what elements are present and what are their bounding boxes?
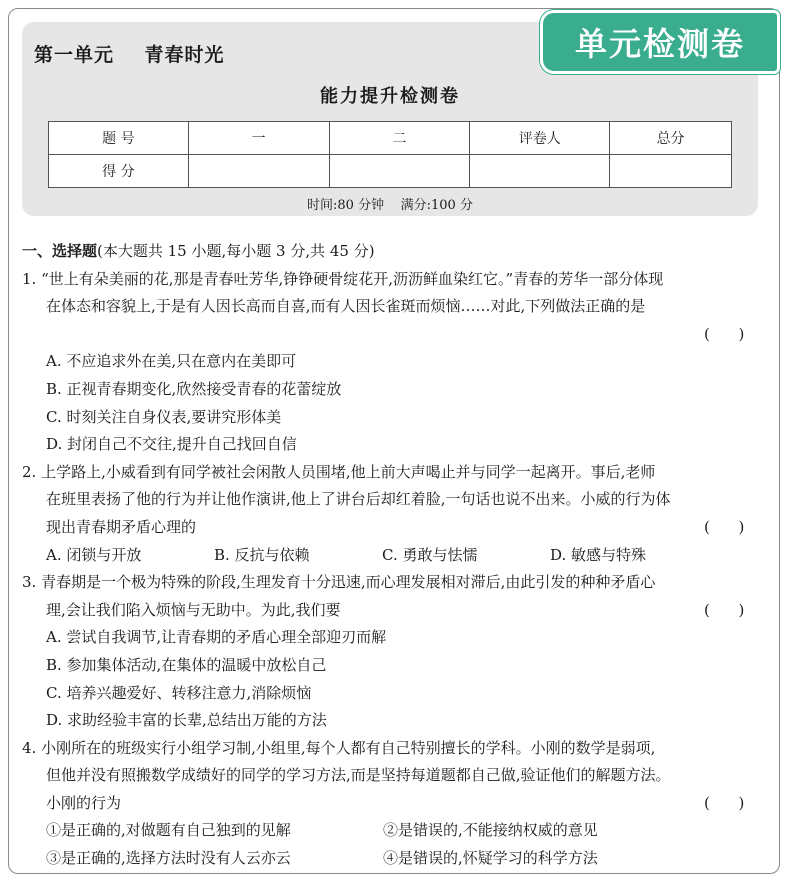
header-cell-part-two: 二 bbox=[329, 122, 470, 155]
section-heading bbox=[22, 238, 762, 266]
question-2-option-d: D. 敏感与特殊 bbox=[550, 545, 647, 564]
question-2-option-b: B. 反抗与依赖 bbox=[214, 545, 310, 564]
question-4-options-row-1 bbox=[22, 817, 762, 845]
question-4-option-4: ④是错误的,怀疑学习的科学方法 bbox=[383, 849, 598, 868]
unit-title: 第一单元 青春时光 bbox=[34, 44, 225, 66]
question-3-option-c: C. 培养兴趣爱好、转移注意力,消除烦恼 bbox=[46, 683, 312, 702]
header-cell-question-number: 题 号 bbox=[49, 122, 189, 155]
answer-blank[interactable]: ( ) bbox=[704, 517, 745, 536]
question-1-option-b: B. 正视青春期变化,欣然接受青春的花蕾绽放 bbox=[46, 379, 342, 398]
score-table bbox=[48, 121, 732, 188]
question-1-option-a: A. 不应追求外在美,只在意内在美即可 bbox=[46, 352, 297, 371]
question-1-line-1: 1. “世上有朵美丽的花,那是青春吐芳华,铮铮硬骨绽花开,沥沥鲜血染红它。”青春的芳华一部分体现 bbox=[22, 269, 664, 288]
question-2-options bbox=[22, 542, 762, 570]
question-3-line-1: 3. 青春期是一个极为特殊的阶段,生理发育十分迅速,而心理发展相对滞后,由此引发的种种矛盾心 bbox=[22, 573, 656, 592]
question-2-line-1: 2. 上学路上,小威看到有同学被社会闲散人员围堵,他上前大声喝止并与同学一起离开。事后,老师 bbox=[22, 462, 656, 481]
score-cell-total[interactable] bbox=[610, 155, 732, 188]
score-cell-part-one[interactable] bbox=[188, 155, 329, 188]
question-2-line-2: 在班里表扬了他的行为并让他作演讲,他上了讲台后却红着脸,一句话也说不出来。小威的行为体 bbox=[46, 490, 671, 509]
question-1-option-c: C. 时刻关注自身仪表,要讲究形体美 bbox=[46, 407, 282, 426]
question-2-option-c: C. 勇敢与怯懦 bbox=[382, 545, 478, 564]
question-1-option-d: D. 封闭自己不交往,提升自己找回自信 bbox=[46, 435, 297, 454]
header-cell-part-one: 一 bbox=[188, 122, 329, 155]
score-table-score-row bbox=[49, 155, 732, 188]
question-4-option-2: ②是错误的,不能接纳权威的意见 bbox=[383, 821, 598, 840]
answer-blank[interactable]: ( ) bbox=[704, 600, 745, 619]
question-2-line-3-text: 现出青春期矛盾心理的 bbox=[46, 517, 197, 536]
question-3-option-b: B. 参加集体活动,在集体的温暖中放松自己 bbox=[46, 655, 327, 674]
question-3-line-2 bbox=[22, 597, 762, 625]
question-4-option-3: ③是正确的,选择方法时没有人云亦云 bbox=[46, 849, 291, 868]
exam-title: 能力提升检测卷 bbox=[320, 86, 460, 107]
score-table-header-row bbox=[49, 122, 732, 155]
question-4-line-3 bbox=[22, 790, 762, 818]
question-2-option-a: A. 闭锁与开放 bbox=[46, 545, 142, 564]
time-info: 时间:80 分钟 满分:100 分 bbox=[307, 198, 473, 213]
score-cell-grader[interactable] bbox=[470, 155, 610, 188]
unit-test-badge: 单元检测卷 bbox=[540, 10, 780, 74]
question-1-line-2: 在体态和容貌上,于是有人因长高而自喜,而有人因长雀斑而烦恼……对此,下列做法正确的是 bbox=[46, 297, 646, 316]
question-2-line-3 bbox=[22, 514, 762, 542]
question-4-options-row-2 bbox=[22, 845, 762, 873]
question-4-line-1: 4. 小刚所在的班级实行小组学习制,小组里,每个人都有自己特别擅长的学科。小刚的数学是弱项, bbox=[22, 738, 656, 757]
score-cell-part-two[interactable] bbox=[329, 155, 470, 188]
question-3-line-2-text: 理,会让我们陷入烦恼与无助中。为此,我们要 bbox=[46, 600, 341, 619]
question-4-line-3-text: 小刚的行为 bbox=[46, 793, 122, 812]
section-title: 一、选择题 bbox=[22, 242, 98, 260]
question-3-option-a: A. 尝试自我调节,让青春期的矛盾心理全部迎刃而解 bbox=[46, 628, 387, 647]
section-note: (本大题共 15 小题,每小题 3 分,共 45 分) bbox=[97, 242, 375, 260]
question-3-option-d: D. 求助经验丰富的长辈,总结出万能的方法 bbox=[46, 711, 327, 730]
question-content bbox=[22, 238, 762, 873]
header-cell-grader: 评卷人 bbox=[470, 122, 610, 155]
score-row-label: 得 分 bbox=[49, 155, 189, 188]
question-1-answer-row bbox=[22, 321, 762, 349]
answer-blank[interactable]: ( ) bbox=[704, 793, 745, 812]
question-4-option-1: ①是正确的,对做题有自己独到的见解 bbox=[46, 821, 291, 840]
answer-blank[interactable]: ( ) bbox=[704, 324, 745, 343]
question-4-line-2: 但他并没有照搬数学成绩好的同学的学习方法,而是坚持每道题都自己做,验证他们的解题方法。 bbox=[46, 766, 671, 785]
header-cell-total: 总分 bbox=[610, 122, 732, 155]
